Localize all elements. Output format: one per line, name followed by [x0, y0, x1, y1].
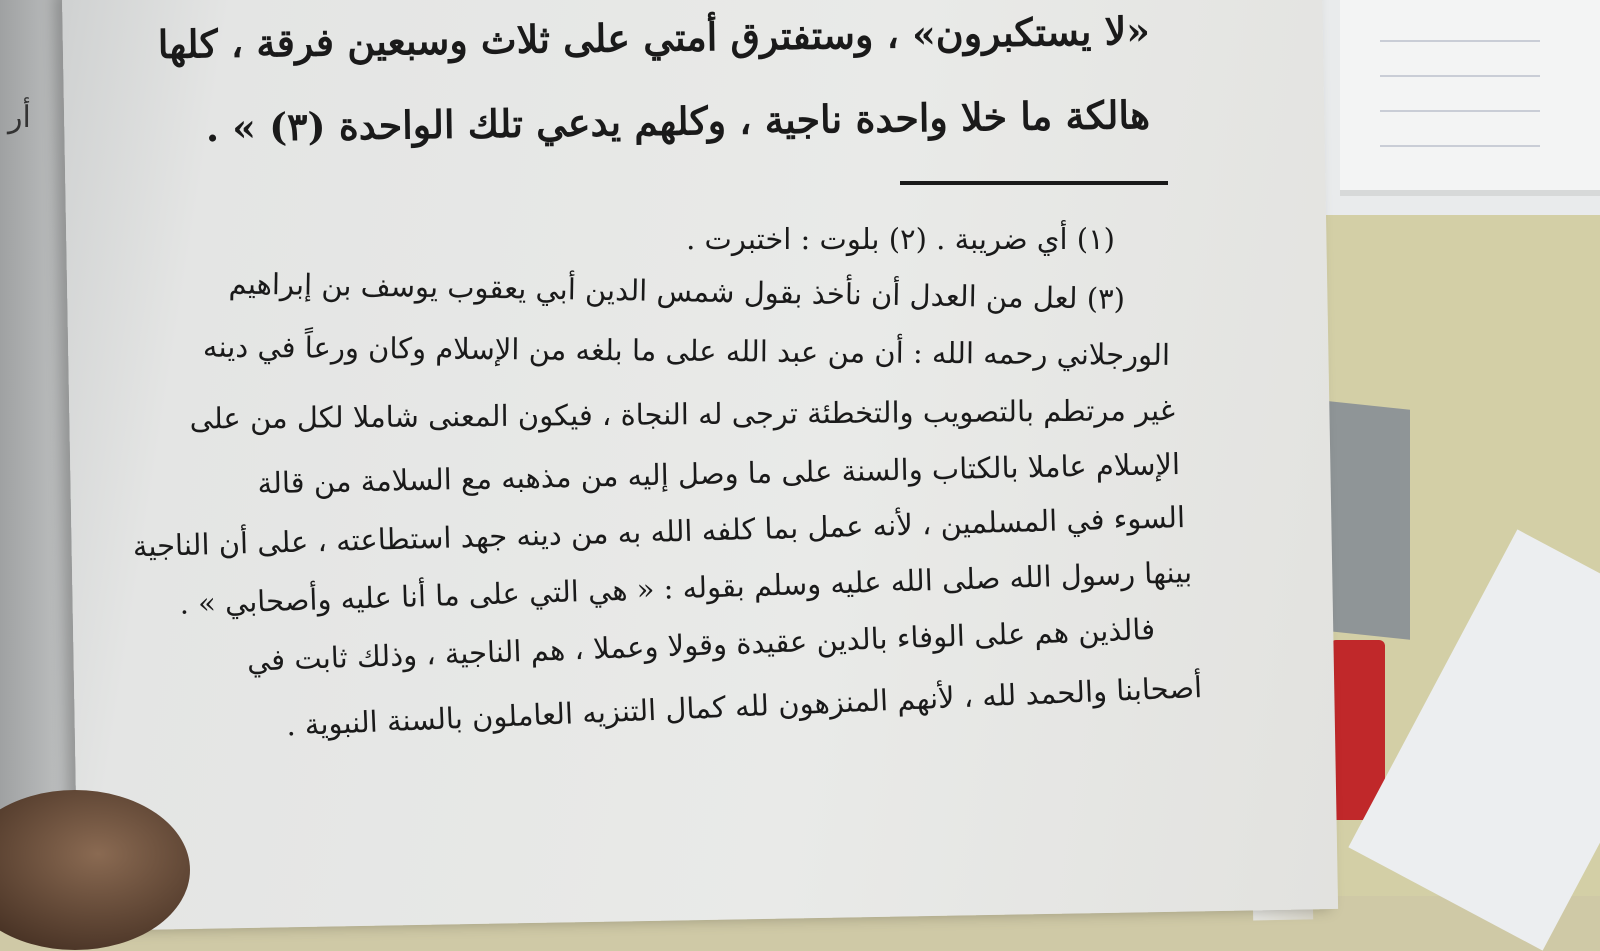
footnote-line: الإسلام عاملا بالكتاب والسنة على ما وصل إليه من مذهبه مع السلامة من قالة	[257, 447, 1181, 501]
main-text-line: هالكة ما خلا واحدة ناجية ، وكلهم يدعي تلك الواحدة (٣) » .	[205, 92, 1151, 151]
gray-box	[1320, 400, 1410, 639]
footnote-line: (١) أي ضريبة . (٢) بلوت : اختبرت .	[686, 222, 1115, 256]
footnote-separator	[900, 181, 1168, 185]
footnote-line: السوء في المسلمين ، لأنه عمل بما كلفه الله به من دينه جهد استطاعته ، على أن الناجية	[132, 500, 1186, 564]
footnote-line: بينها رسول الله صلى الله عليه وسلم بقوله : « هي التي على ما أنا عليه وأصحابي » .	[179, 555, 1193, 621]
footnote-line: غير مرتطم بالتصويب والتخطئة ترجى له النجاة ، فيكون المعنى شاملا لكل من على	[189, 393, 1176, 436]
footnote-line: فالذين هم على الوفاء بالدين عقيدة وقولا وعملا ، هم الناجية ، وذلك ثابت في	[246, 612, 1156, 678]
notebook	[1340, 0, 1600, 196]
footnote-line: الورجلاني رحمه الله : أن من عبد الله على ما بلغه من الإسلام وكان ورعاً في دينه	[202, 329, 1171, 372]
left-page-fragment: أر	[8, 100, 31, 135]
main-text-line: «لا يستكبرون» ، وستفترق أمتي على ثلاث وسبعين فرقة ، كلها	[157, 8, 1151, 67]
footnote-line: أصحابنا والحمد لله ، لأنهم المنزهون لله كمال التنزيه العاملون بالسنة النبوية .	[285, 670, 1203, 743]
footnote-line: (٣) لعل من العدل أن نأخذ بقول شمس الدين أبي يعقوب يوسف بن إبراهيم	[228, 266, 1126, 316]
